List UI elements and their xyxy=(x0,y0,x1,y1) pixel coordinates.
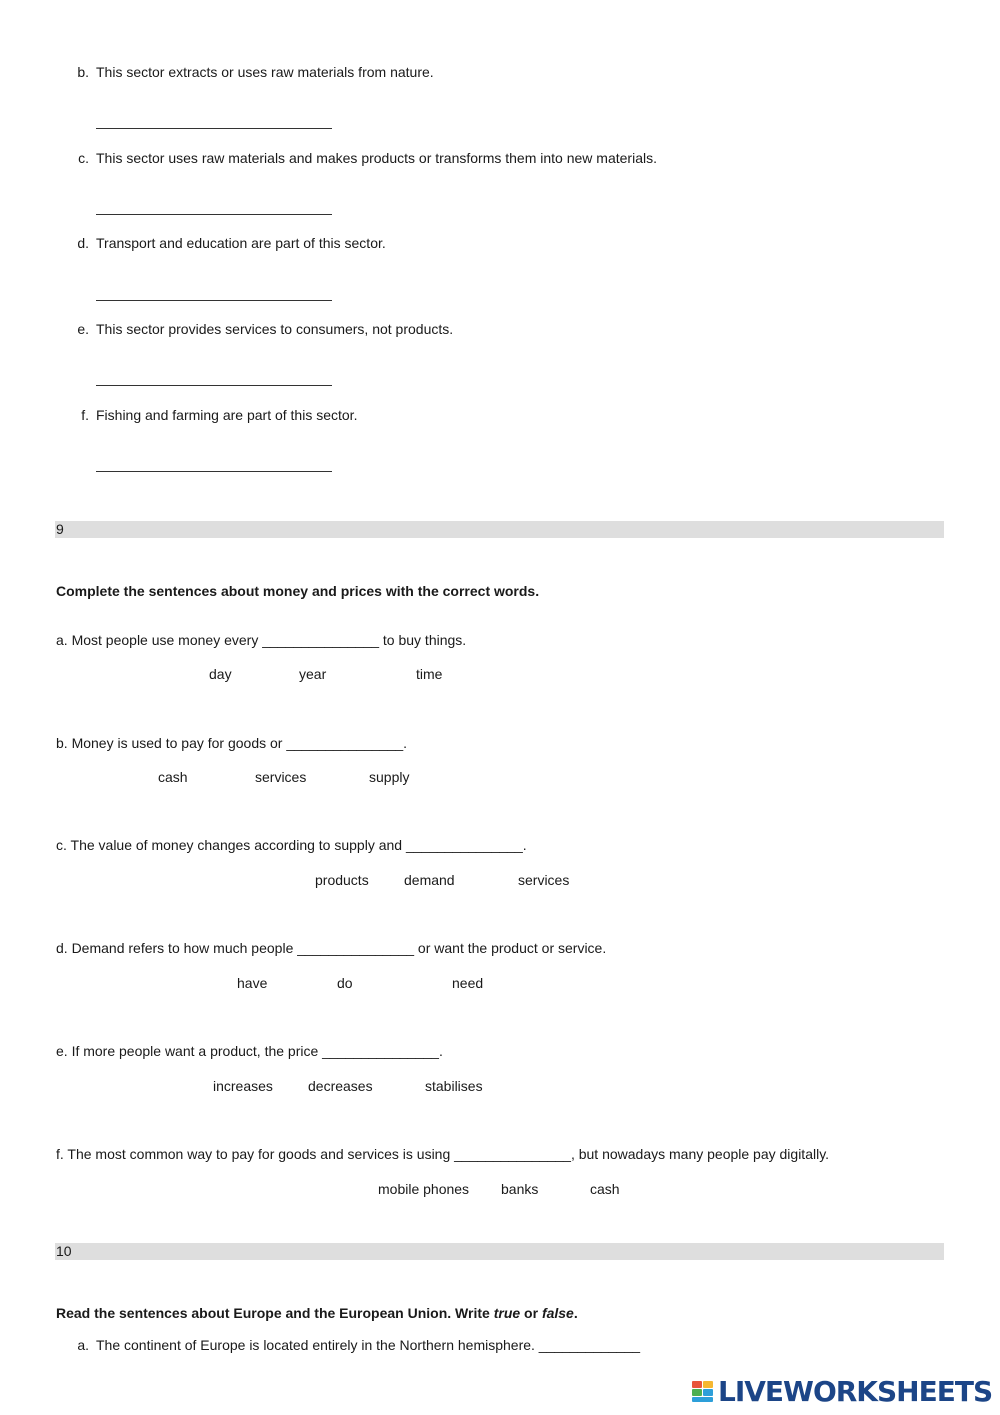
section-instruction xyxy=(56,1305,578,1321)
word-option[interactable]: do xyxy=(337,975,353,991)
word-option[interactable]: services xyxy=(518,872,570,888)
question-sentence: f. The most common way to pay for goods and services is using _______________, but nowadays many people pay digitally. xyxy=(56,1146,830,1162)
word-option[interactable]: banks xyxy=(501,1181,539,1197)
word-option[interactable]: mobile phones xyxy=(378,1181,470,1197)
instruction-end: . xyxy=(573,1305,578,1321)
section-header-bar xyxy=(55,521,944,538)
question-sentence: b. Money is used to pay for goods or _______________. xyxy=(56,735,408,751)
word-option[interactable]: need xyxy=(452,975,484,991)
word-option[interactable]: demand xyxy=(404,872,455,888)
section-number: 9 xyxy=(56,521,64,537)
item-text: This sector extracts or uses raw materials from nature. xyxy=(96,64,434,80)
item-letter: f. xyxy=(81,407,89,423)
answer-blank[interactable] xyxy=(96,214,332,215)
instruction-false: false xyxy=(541,1305,574,1321)
item-letter: b. xyxy=(77,64,89,80)
answer-blank[interactable] xyxy=(96,471,332,472)
question-sentence: e. If more people want a product, the price _______________. xyxy=(56,1043,443,1059)
instruction-true: true xyxy=(493,1305,521,1321)
answer-blank[interactable] xyxy=(96,300,332,301)
instruction-or: or xyxy=(520,1305,542,1321)
word-option[interactable]: have xyxy=(237,975,268,991)
item-text: This sector uses raw materials and makes products or transforms them into new materials. xyxy=(96,150,657,166)
word-option[interactable]: products xyxy=(315,872,369,888)
instruction-text: Read the sentences about Europe and the European Union. Write xyxy=(56,1305,494,1321)
word-option[interactable]: time xyxy=(416,666,443,682)
word-option[interactable]: year xyxy=(299,666,327,682)
item-letter: e. xyxy=(77,321,89,337)
item-letter: d. xyxy=(77,235,89,251)
section-instruction: Complete the sentences about money and prices with the correct words. xyxy=(56,583,540,599)
word-option[interactable]: stabilises xyxy=(425,1078,483,1094)
word-option[interactable]: cash xyxy=(158,769,188,785)
word-option[interactable]: decreases xyxy=(308,1078,373,1094)
section-header-bar xyxy=(55,1243,944,1260)
answer-blank[interactable] xyxy=(96,128,332,129)
item-letter: a. xyxy=(77,1337,89,1353)
word-option[interactable]: increases xyxy=(213,1078,273,1094)
word-option[interactable]: cash xyxy=(590,1181,620,1197)
question-sentence: d. Demand refers to how much people _______________ or want the product or service. xyxy=(56,940,607,956)
logo-blocks-icon xyxy=(692,1379,714,1403)
logo-text: LIVEWORKSHEETS xyxy=(718,1374,993,1408)
true-false-item[interactable]: The continent of Europe is located entirely in the Northern hemisphere. _____________ xyxy=(96,1337,641,1353)
item-letter: c. xyxy=(78,150,89,166)
section-number: 10 xyxy=(56,1243,72,1259)
item-text: This sector provides services to consumers, not products. xyxy=(96,321,454,337)
liveworksheets-logo xyxy=(692,1374,992,1408)
word-option[interactable]: day xyxy=(209,666,232,682)
question-sentence: a. Most people use money every _______________ to buy things. xyxy=(56,632,467,648)
item-text: Transport and education are part of this sector. xyxy=(96,235,386,251)
question-sentence: c. The value of money changes according to supply and _______________. xyxy=(56,837,527,853)
answer-blank[interactable] xyxy=(96,385,332,386)
word-option[interactable]: supply xyxy=(369,769,410,785)
word-option[interactable]: services xyxy=(255,769,307,785)
item-text: Fishing and farming are part of this sector. xyxy=(96,407,358,423)
